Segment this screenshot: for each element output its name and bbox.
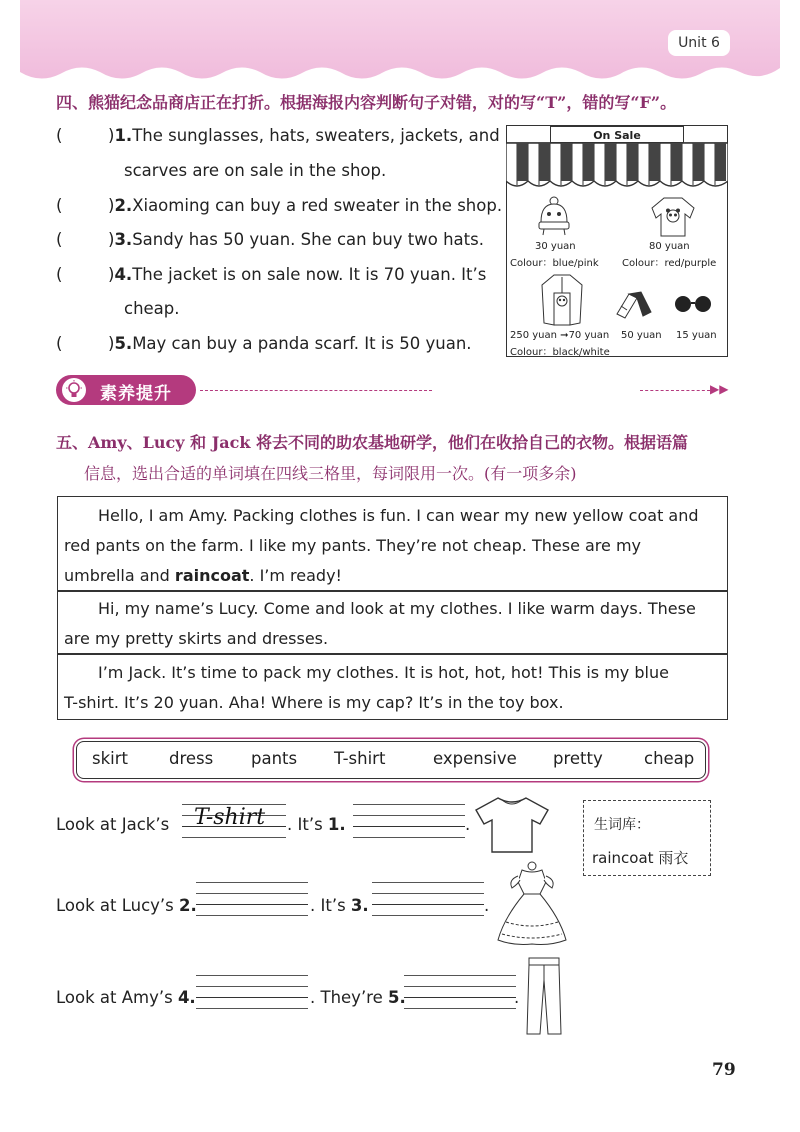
answer-blank[interactable]: ( <box>56 265 63 284</box>
sunglasses-icon <box>673 292 713 316</box>
word-bank-item: pants <box>251 749 298 768</box>
word-bank-item: dress <box>169 749 214 768</box>
fill-lucy-label: Look at Lucy’s 2. <box>56 896 197 915</box>
fill-amy-label: Look at Amy’s 4. <box>56 988 196 1007</box>
vocabulary-title: 生词库： <box>594 817 650 833</box>
passage-line: red pants on the farm. I like my pants. They’re not cheap. These are my <box>64 536 642 555</box>
passage-jack <box>57 653 728 720</box>
scarf-price: 50 yuan <box>621 330 662 341</box>
four-line-blank-1[interactable] <box>353 804 465 838</box>
passage-line: I’m Jack. It’s time to pack my clothes. It is hot, hot, hot! This is my blue <box>98 663 669 682</box>
four-line-blank-4[interactable] <box>196 975 308 1009</box>
dashed-divider <box>640 390 710 391</box>
passage-line: Hi, my name’s Lucy. Come and look at my clothes. I like warm days. These <box>98 599 696 618</box>
passage-lucy <box>57 590 728 655</box>
period: . <box>514 988 520 1007</box>
pants-icon <box>524 956 564 1036</box>
fill-jack-mid: . It’s 1. <box>287 815 346 834</box>
question-1-cont: scarves are on sale in the shop. <box>124 161 387 180</box>
question-5: ( )5.May can buy a panda scarf. It is 50 yuan. <box>56 334 472 353</box>
question-1: ( )1.The sunglasses, hats, sweaters, jackets, and <box>56 126 500 145</box>
unit-badge: Unit 6 <box>668 30 730 56</box>
passage-line: Hello, I am Amy. Packing clothes is fun. I can wear my new yellow coat and <box>98 506 699 525</box>
section5-heading: 五、Amy、Lucy 和 Jack 将去不同的助农基地研学，他们在收拾自己的衣物。根据语篇 <box>56 433 689 452</box>
four-line-blank-5[interactable] <box>404 975 516 1009</box>
answer-blank[interactable]: ( <box>56 230 63 249</box>
passage-line: T-shirt. It’s 20 yuan. Aha! Where is my cap? It’s in the toy box. <box>64 693 564 712</box>
word-bank-item: cheap <box>644 749 695 768</box>
sweater-icon <box>650 196 696 238</box>
word-bank-item: pretty <box>553 749 603 768</box>
hat-icon <box>536 196 572 236</box>
handwritten-answer: T-shirt <box>194 805 266 830</box>
fill-amy-mid: . They’re 5. <box>310 988 406 1007</box>
double-arrow-icon: ▶▶ <box>710 382 729 396</box>
question-4-cont: cheap. <box>124 299 180 318</box>
jacket-colour: Colour：black/white <box>510 347 610 358</box>
arrow-right-icon: ➞ <box>557 330 569 341</box>
word-bank-item: T-shirt <box>334 749 386 768</box>
sweater-price: 80 yuan <box>649 241 690 252</box>
word-bank-item: skirt <box>92 749 128 768</box>
answer-blank[interactable]: ( <box>56 126 63 145</box>
sunglasses-price: 15 yuan <box>676 330 717 341</box>
four-line-blank-2[interactable] <box>196 882 308 916</box>
period: . <box>484 896 490 915</box>
hat-colour: Colour：blue/pink <box>510 258 599 269</box>
page-number: 79 <box>712 1060 736 1080</box>
on-sale-sign: On Sale <box>550 126 684 143</box>
tshirt-icon <box>474 796 550 854</box>
sweater-colour: Colour：red/purple <box>622 258 717 269</box>
passage-amy <box>57 496 728 592</box>
passage-line: umbrella and raincoat. I’m ready! <box>64 566 342 585</box>
scarf-icon <box>613 290 653 320</box>
jacket-icon <box>540 273 584 327</box>
jacket-price: 250 yuan ➞70 yuan <box>510 330 610 341</box>
question-4: ( )4.The jacket is on sale now. It is 70 yuan. It’s <box>56 265 487 284</box>
question-2: ( )2.Xiaoming can buy a red sweater in the shop. <box>56 196 503 215</box>
vocabulary-entry: raincoat 雨衣 <box>592 849 689 867</box>
section-pill-label: 素养提升 <box>100 384 172 404</box>
section5-instructions: 信息，选出合适的单词填在四线三格里，每词限用一次。(有一项多余) <box>84 464 577 483</box>
fill-lucy-mid: . It’s 3. <box>310 896 369 915</box>
answer-blank[interactable]: ( <box>56 334 63 353</box>
fill-jack-label: Look at Jack’s <box>56 815 170 834</box>
hat-price: 30 yuan <box>535 241 576 252</box>
section4-heading: 四、熊猫纪念品商店正在打折。根据海报内容判断句子对错，对的写“T”，错的写“F”。 <box>56 93 677 112</box>
answer-blank[interactable]: ( <box>56 196 63 215</box>
lightbulb-icon <box>62 378 86 402</box>
period: . <box>465 815 471 834</box>
question-3: ( )3.Sandy has 50 yuan. She can buy two hats. <box>56 230 484 249</box>
word-bank-item: expensive <box>433 749 517 768</box>
passage-line: are my pretty skirts and dresses. <box>64 629 329 648</box>
four-line-blank-3[interactable] <box>372 882 484 916</box>
dress-icon <box>494 860 570 948</box>
dashed-divider <box>200 390 432 391</box>
